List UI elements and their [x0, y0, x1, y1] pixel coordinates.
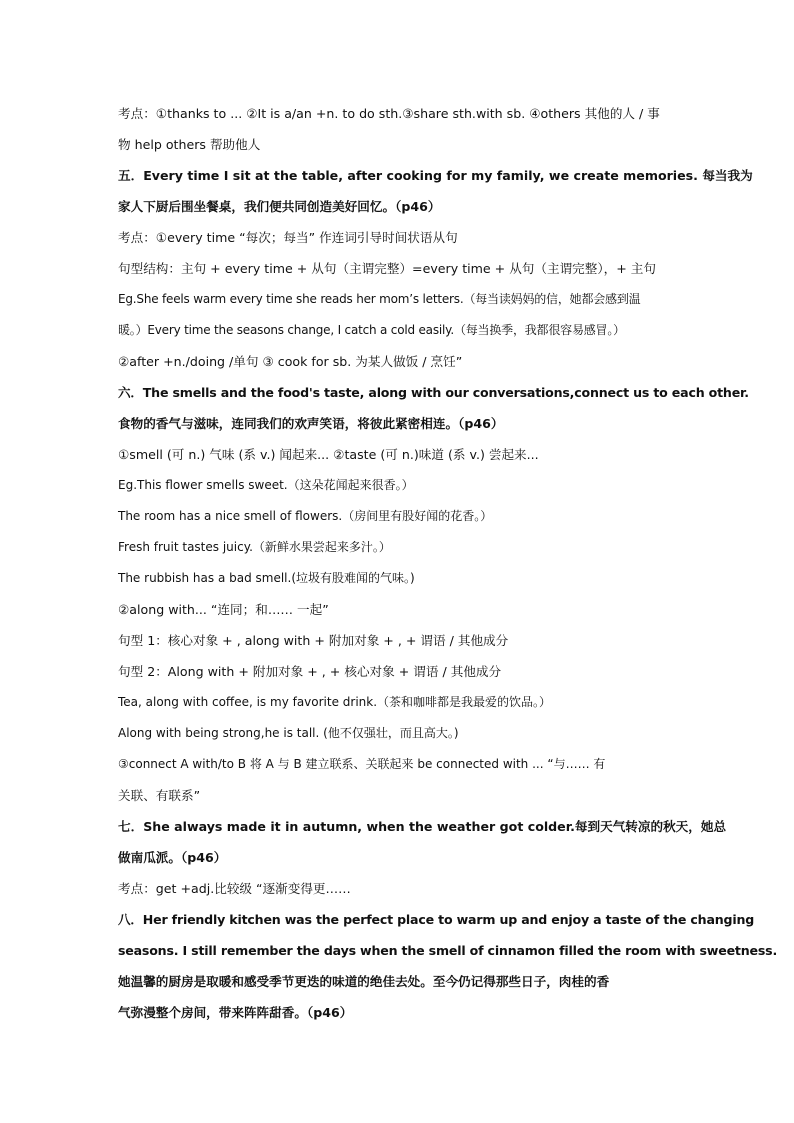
- smell-taste-points: ①smell (可 n.) 气味 (系 v.) 闻起来... ②taste (可 n.)味道 (系 v.) 尝起来...: [118, 447, 539, 462]
- kaodian-get-adj: 考点：get +adj.比较级 “逐渐变得更……: [118, 881, 351, 896]
- example-fruit: Fresh fruit tastes juicy.（新鲜水果尝起来多汁。）: [118, 540, 391, 554]
- section-5-translation: 家人下厨后围坐餐桌，我们便共同创造美好回忆。（p46）: [118, 199, 441, 214]
- document-body: [118, 98, 778, 1028]
- section-8-sentence-1: 八．Her friendly kitchen was the perfect place to warm up and enjoy a taste of the changing: [118, 912, 755, 927]
- along-with-point: ②along with... “连同；和…… 一起”: [118, 602, 329, 617]
- example-line-2: 暖。）Every time the seasons change, I catch a cold easily.（每当换季，我都很容易感冒。）: [118, 323, 625, 337]
- section-8-translation-1: 她温馨的厨房是取暖和感受季节更迭的味道的绝佳去处。至今仍记得那些日子，肉桂的香: [118, 974, 610, 989]
- section-8-translation-2: 气弥漫整个房间，带来阵阵甜香。（p46）: [118, 1005, 353, 1020]
- example-flower: Eg.This flower smells sweet.（这朵花闻起来很香。）: [118, 478, 414, 492]
- section-8-sentence-2: seasons. I still remember the days when the smell of cinnamon filled the room with sweetness.: [118, 943, 778, 958]
- connect-point: ③connect A with/to B 将 A 与 B 建立联系、关联起来 be connected with ... “与…… 有: [118, 757, 606, 771]
- sentence-structure: 句型结构：主句 + every time + 从句（主谓完整）=every time + 从句（主谓完整），+ 主句: [118, 261, 656, 276]
- after-cook-points: ②after +n./doing /单句 ③ cook for sb. 为某人做饭 / 烹饪”: [118, 354, 463, 369]
- example-tea: Tea, along with coffee, is my favorite drink.（茶和咖啡都是我最爱的饮品。）: [118, 695, 552, 709]
- section-5-sentence: 五．Every time I sit at the table, after cooking for my family, we create memories. 每当我为: [118, 168, 753, 183]
- example-room: The room has a nice smell of flowers.（房间里有股好闻的花香。）: [118, 509, 493, 523]
- kaodian-line-1: 考点：①thanks to ... ②It is a/an +n. to do sth.③share sth.with sb. ④others 其他的人 / 事: [118, 106, 660, 121]
- pattern-1: 句型 1：核心对象 + , along with + 附加对象 + , + 谓语 / 其他成分: [118, 633, 509, 648]
- section-6-sentence: 六．The smells and the food's taste, along with our conversations,connect us to each other.: [118, 385, 749, 400]
- kaodian-line-1-cont: 物 help others 帮助他人: [118, 137, 261, 152]
- example-line-1: Eg.She feels warm every time she reads her mom’s letters.（每当读妈妈的信，她都会感到温: [118, 292, 641, 306]
- example-strong: Along with being strong,he is tall. (他不仅强壮，而且高大。): [118, 726, 459, 740]
- section-6-translation: 食物的香气与滋味，连同我们的欢声笑语，将彼此紧密相连。（p46）: [118, 416, 504, 431]
- kaodian-every-time: 考点：①every time “每次；每当” 作连词引导时间状语从句: [118, 230, 458, 245]
- example-rubbish: The rubbish has a bad smell.(垃圾有股难闻的气味。): [118, 571, 415, 585]
- pattern-2: 句型 2：Along with + 附加对象 + , + 核心对象 + 谓语 / 其他成分: [118, 664, 502, 679]
- connect-point-cont: 关联、有联系”: [118, 788, 201, 803]
- section-7-translation: 做南瓜派。（p46）: [118, 850, 227, 865]
- section-7-sentence: 七．She always made it in autumn, when the weather got colder.每到天气转凉的秋天，她总: [118, 819, 727, 834]
